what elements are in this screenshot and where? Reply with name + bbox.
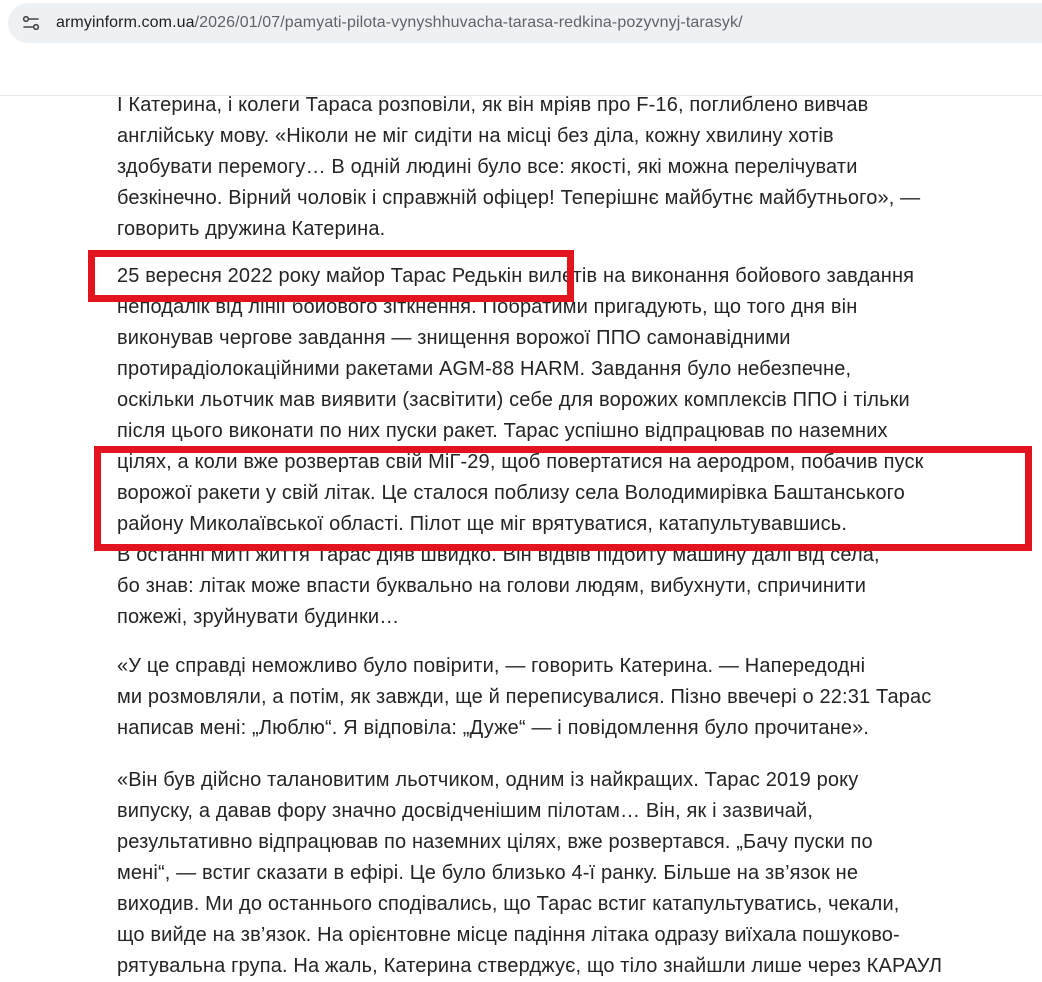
article-paragraph: [117, 765, 1037, 982]
paragraph-line: «Він був дійсно талановитим льотчиком, одним із найкращих. Тарас 2019 року: [117, 769, 859, 791]
paragraph-line: що вийде на зв’язок. На орієнтовне місце падіння літака одразу виїхала пошуково-: [117, 924, 900, 946]
paragraph-line: пожежі, зруйнувати будинки…: [117, 606, 400, 628]
paragraph-line: ворожої ракети у свій літак. Це сталося поблизу села Володимирівка Баштанського: [117, 482, 905, 504]
article-paragraph: [117, 90, 1037, 245]
paragraph-line: говорить дружина Катерина.: [117, 218, 386, 240]
paragraph-line: неподалік від лінії бойового зіткнення. Побратими пригадують, що того дня він: [117, 296, 858, 318]
paragraph-line: після цього виконати по них пуски ракет. Тарас успішно відпрацював по наземних: [117, 420, 888, 442]
url-text[interactable]: [56, 14, 743, 32]
paragraph-line: випуску, а давав фору значно досвідченішим пілотам… Він, як і зазвичай,: [117, 800, 814, 822]
paragraph-line: району Миколаївської області. Пілот ще міг врятуватися, катапультувавшись.: [117, 513, 848, 535]
browser-toolbar: [0, 0, 1042, 96]
paragraph-line: рятувальна група. На жаль, Катерина стверджує, що тіло знайшли лише через КАРАУЛ: [117, 955, 943, 977]
paragraph-line: оскільки льотчик мав виявити (засвітити) себе для ворожих комплексів ППО і тільки: [117, 389, 910, 411]
address-bar[interactable]: [8, 3, 1042, 43]
paragraph-line: англійську мову. «Ніколи не міг сидіти на місці без діла, кожну хвилину хотів: [117, 125, 834, 147]
paragraph-line: бо знав: літак може впасти буквально на голови людям, вибухнути, спричинити: [117, 575, 867, 597]
article-paragraph: [117, 261, 1037, 633]
paragraph-line: виконував чергове завдання — знищення ворожої ППО самонавідними: [117, 327, 791, 349]
paragraph-line: протирадіолокаційними ракетами AGM-88 HARM. Завдання було небезпечне,: [117, 358, 852, 380]
paragraph-line: В останні миті життя Тарас діяв швидко. Він відвів підбиту машину далі від села,: [117, 544, 880, 566]
paragraph-line: виходив. Ми до останнього сподівались, що Тарас встиг катапультуватись, чекали,: [117, 893, 900, 915]
paragraph-line: мені“, — встиг сказати в ефірі. Це було близько 4-ї ранку. Більше на зв’язок не: [117, 862, 859, 884]
site-info-icon[interactable]: [18, 10, 44, 36]
paragraph-line: написав мені: „Люблю“. Я відповіла: „Дуже“ — і повідомлення було прочитане».: [117, 717, 870, 739]
paragraph-line: ми розмовляли, а потім, як завжди, ще й переписувалися. Пізно ввечері о 22:31 Тарас: [117, 686, 932, 708]
url-path: /2026/01/07/pamyati-pilota-vynyshhuvacha-tarasa-redkina-pozyvnyj-tarasyk/: [194, 14, 743, 31]
paragraph-line: 25 вересня 2022 року майор Тарас Редькін вилетів на виконання бойового завдання: [117, 265, 915, 287]
paragraph-line: цілях, а коли вже розвертав свій МіГ-29, щоб повертатися на аеродром, побачив пуск: [117, 451, 924, 473]
paragraph-line: здобувати перемогу… В одній людині було все: якості, які можна перелічувати: [117, 156, 858, 178]
article-paragraph: [117, 651, 1037, 744]
paragraph-line: безкінечно. Вірний чоловік і справжній офіцер! Теперішнє майбутнє майбутнього», —: [117, 187, 921, 209]
paragraph-line: «У це справді неможливо було повірити, — говорить Катерина. — Напередодні: [117, 655, 866, 677]
article-body: [0, 94, 1042, 977]
url-domain: armyinform.com.ua: [56, 14, 195, 31]
paragraph-line: І Катерина, і колеги Тараса розповіли, як він мріяв про F-16, поглиблено вивчав: [117, 94, 869, 116]
paragraph-line: результативно відпрацював по наземних цілях, вже розвертався. „Бачу пуски по: [117, 831, 873, 853]
